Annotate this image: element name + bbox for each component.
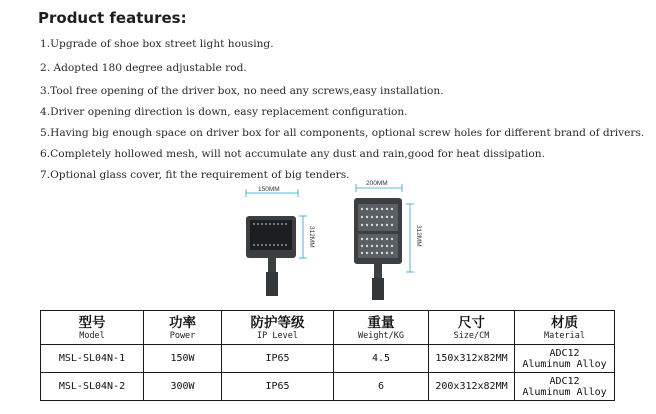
cell-ip-level: IP65	[222, 345, 334, 373]
feature-item: 5.Having big enough space on driver box for all components, optional screw holes for different brand of drivers.	[40, 127, 645, 139]
spec-table	[40, 310, 615, 401]
street-light-small-figure	[228, 186, 338, 301]
column-header-ip-level: 防护等级 IP Level	[222, 311, 334, 345]
height-dimension-label: 312MM	[415, 225, 422, 247]
height-dimension-label: 312MM	[308, 226, 315, 248]
column-header-size: 尺寸 Size/CM	[429, 311, 515, 345]
cell-size: 200x312x82MM	[429, 373, 515, 401]
page-title: Product features:	[38, 9, 187, 27]
cell-size: 150x312x82MM	[429, 345, 515, 373]
feature-item: 3.Tool free opening of the driver box, no need any screws,easy installation.	[40, 85, 444, 97]
feature-item: 7.Optional glass cover, fit the requirement of big tenders.	[40, 169, 350, 181]
mounting-bracket-icon	[266, 272, 278, 296]
width-dimension-label: 150MM	[258, 186, 280, 193]
column-header-weight: 重量 Weight/KG	[334, 311, 429, 345]
feature-item: 6.Completely hollowed mesh, will not accumulate any dust and rain,good for heat dissipation.	[40, 148, 545, 160]
cell-weight: 6	[334, 373, 429, 401]
mounting-arm-icon	[268, 258, 276, 272]
cell-material: ADC12 Aluminum Alloy	[515, 345, 615, 373]
cell-power: 150W	[144, 345, 222, 373]
cell-model: MSL-SL04N-2	[41, 373, 144, 401]
feature-item: 4.Driver opening direction is down, easy replacement configuration.	[40, 106, 408, 118]
column-header-material: 材质 Material	[515, 311, 615, 345]
mounting-bracket-icon	[372, 278, 384, 300]
cell-power: 300W	[144, 373, 222, 401]
feature-item: 1.Upgrade of shoe box street light housing.	[40, 38, 274, 50]
mounting-arm-icon	[374, 264, 382, 278]
cell-material: ADC12 Aluminum Alloy	[515, 373, 615, 401]
table-row	[41, 345, 615, 373]
cell-weight: 4.5	[334, 345, 429, 373]
street-light-large-figure	[346, 178, 456, 303]
width-dimension-label: 200MM	[366, 180, 388, 187]
feature-item: 2. Adopted 180 degree adjustable rod.	[40, 62, 247, 74]
cell-ip-level: IP65	[222, 373, 334, 401]
column-header-power: 功率 Power	[144, 311, 222, 345]
table-header-row	[41, 311, 615, 345]
column-header-model: 型号 Model	[41, 311, 144, 345]
cell-model: MSL-SL04N-1	[41, 345, 144, 373]
table-row	[41, 373, 615, 401]
